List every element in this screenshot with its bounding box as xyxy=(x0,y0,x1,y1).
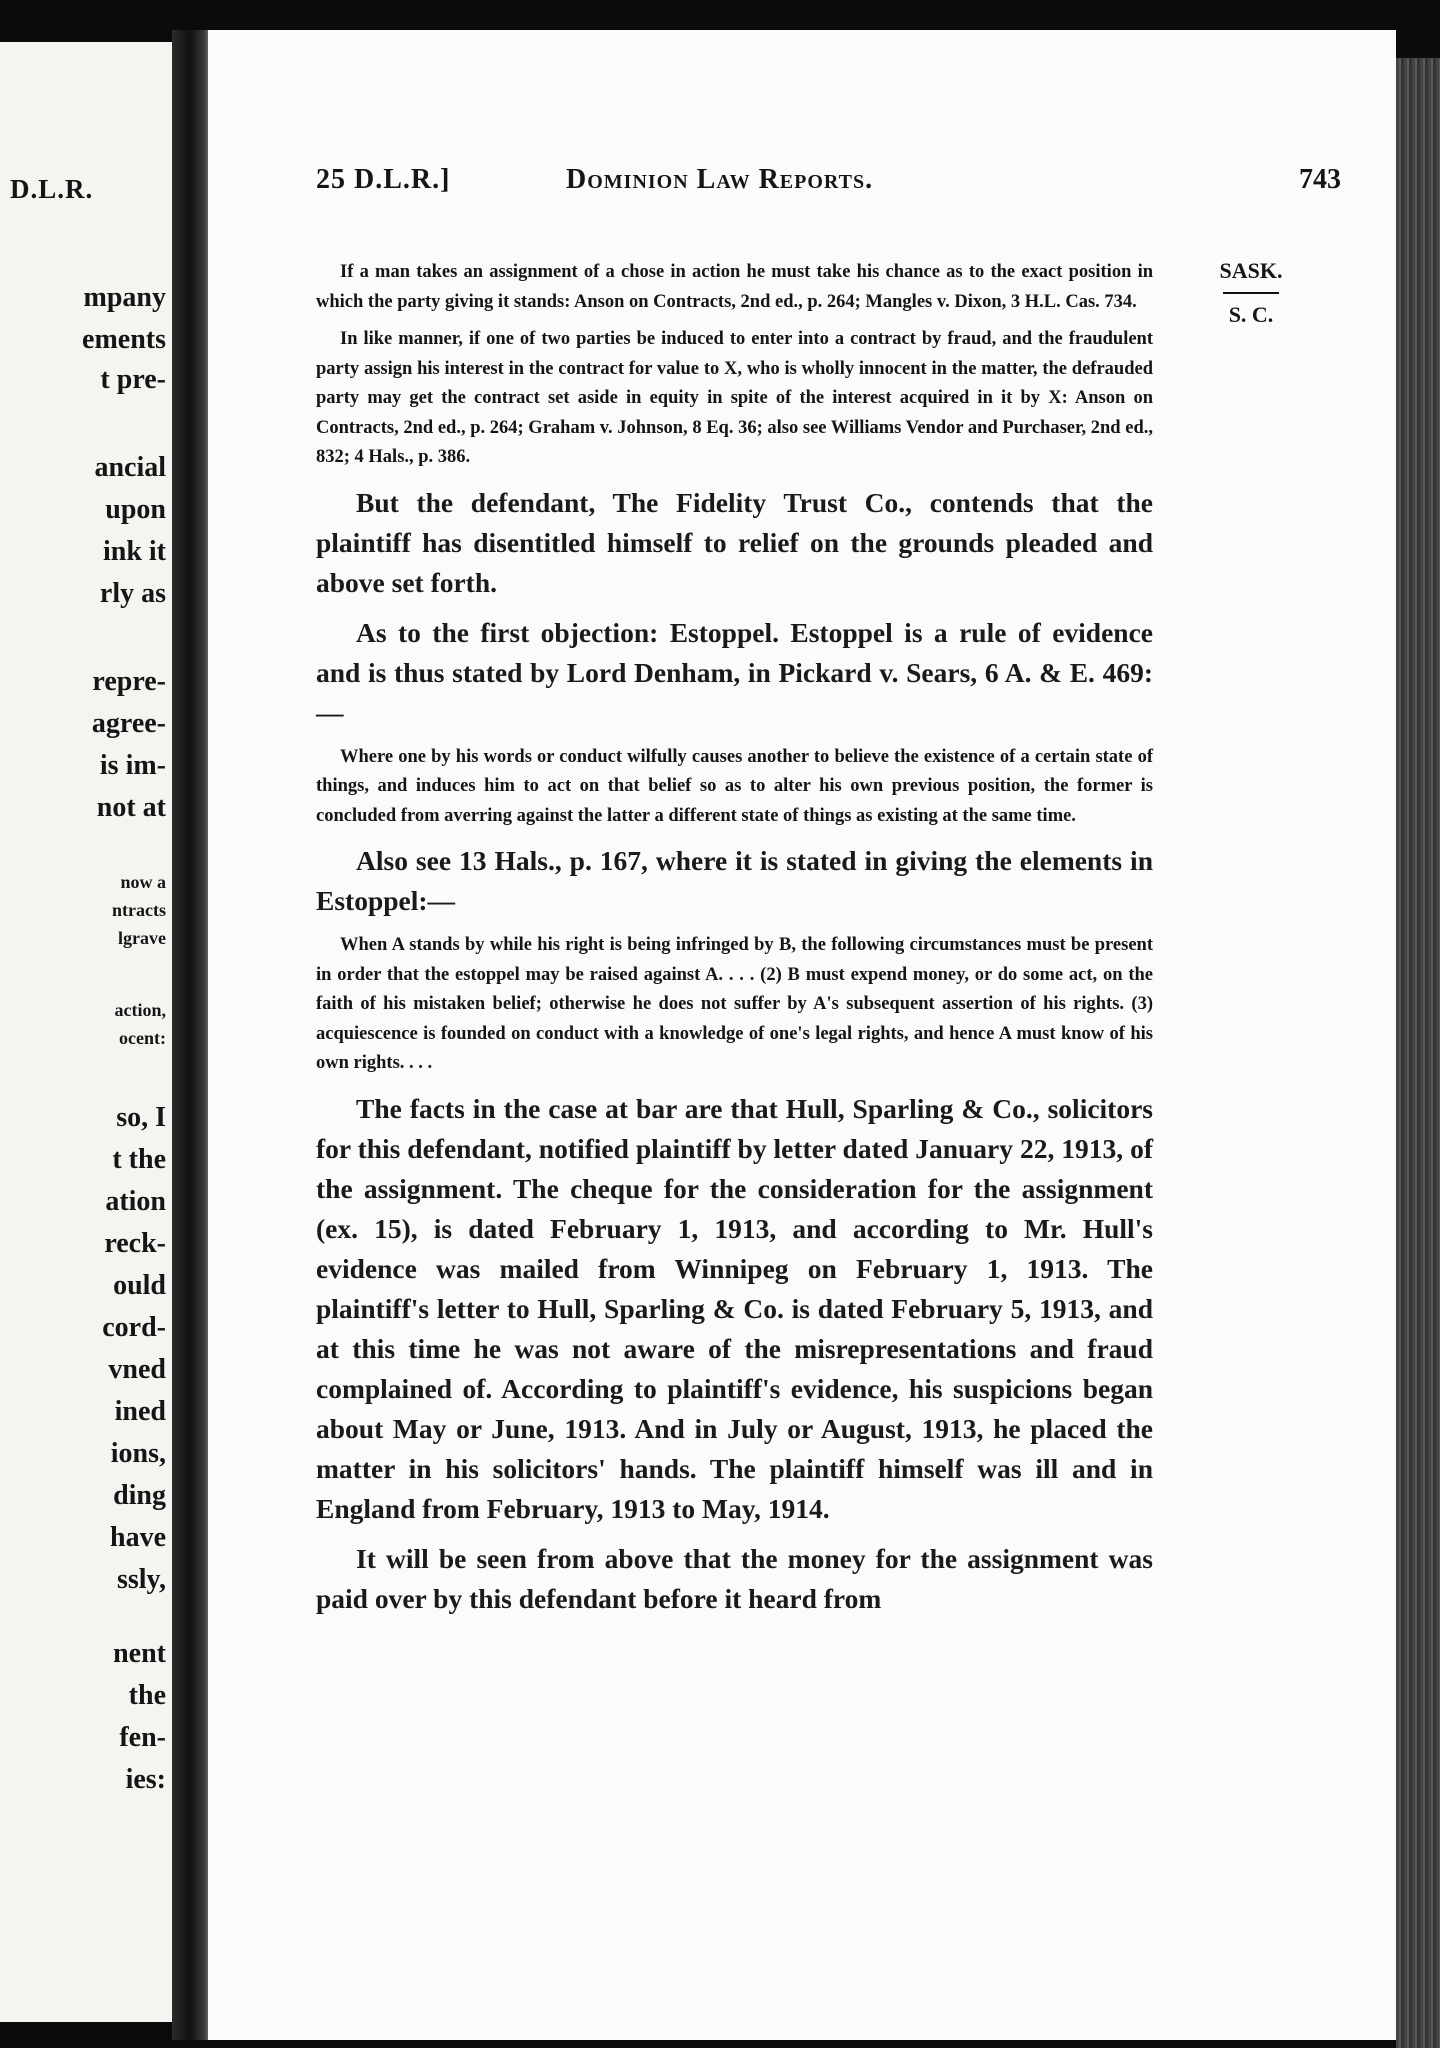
left-page-fragment: ink it xyxy=(102,536,166,567)
left-page-fragment: now a xyxy=(120,872,166,892)
left-page-header: D.L.R. xyxy=(10,174,94,204)
paragraph-quote: If a man takes an assignment of a chose in action he must take his chance as to the exact position in which the party giving it stands: Anson on Contracts, 2nd ed., p. 264; Mangles v. Dixon, 3 H.L. Cas. 734. xyxy=(316,262,1153,312)
page-body xyxy=(316,258,1153,1619)
paragraph-body: It will be seen from above that the money for the assignment was paid over by this defendant before it heard from xyxy=(316,1542,1153,1614)
paragraph-body: Also see 13 Hals., p. 167, where it is stated in giving the elements in Estoppel:— xyxy=(316,845,1153,916)
volume-ref: 25 D.L.R.] xyxy=(316,164,451,195)
page-stack-edge xyxy=(1396,58,1440,2048)
left-page-fragment: t the xyxy=(112,1144,166,1175)
left-page-fragment: action, xyxy=(114,1000,166,1020)
running-header xyxy=(316,164,1341,204)
page-number: 743 xyxy=(1299,164,1341,195)
left-page-fragment: so, I xyxy=(116,1102,166,1133)
left-page-fragment: ements xyxy=(82,324,166,355)
province-label: SASK. xyxy=(1219,258,1283,283)
left-page-fragment: ined xyxy=(114,1396,166,1427)
left-page-fragment: mpany xyxy=(83,282,166,313)
right-page xyxy=(208,30,1396,2040)
left-page-fragment: fen- xyxy=(119,1722,166,1753)
margin-rule xyxy=(1223,292,1279,294)
left-page xyxy=(0,42,172,2022)
left-page-fragment: ies: xyxy=(125,1764,166,1795)
left-page-fragment: ding xyxy=(113,1480,166,1511)
left-page-fragment: repre- xyxy=(92,666,166,697)
left-page-fragment: ation xyxy=(105,1186,166,1217)
left-page-fragment: lgrave xyxy=(118,928,166,948)
left-page-fragment: ntracts xyxy=(112,900,166,920)
left-page-fragment: ions, xyxy=(110,1438,166,1469)
left-page-fragment: vned xyxy=(108,1354,166,1385)
left-page-fragment: not at xyxy=(96,792,166,823)
left-page-fragment: the xyxy=(128,1680,166,1711)
left-page-fragment: ssly, xyxy=(116,1564,166,1595)
left-page-fragment: agree- xyxy=(91,708,166,739)
left-page-fragment: ould xyxy=(113,1270,166,1301)
paragraph-body: But the defendant, The Fidelity Trust Co., contends that the plaintiff has disentitled himself to relief on the grounds pleaded and above set forth. xyxy=(316,486,1153,598)
paragraph-quote: When A stands by while his right is being infringed by B, the following circumstances must be present in order that the estoppel may be raised against A. . . . (2) B must expend money, or do some act, on the faith of his mistaken belief; otherwise he does not suffer by A's subsequent assertion of his rights. (3) acquiescence is founded on conduct with a knowledge of one's legal rights, and hence A must know of his own rights. . . . xyxy=(316,935,1153,1073)
margin-note xyxy=(1206,258,1296,328)
left-page-fragment: is im- xyxy=(99,750,166,781)
paragraph-quote: Where one by his words or conduct wilfully causes another to believe the existence of a certain state of things, and induces him to act on that belief so as to alter his own previous position, the former is concluded from averring against the latter a different state of things as existing at the same time. xyxy=(316,746,1153,826)
left-page-fragment: nent xyxy=(113,1638,166,1669)
journal-title: Dominion Law Reports. xyxy=(566,164,874,195)
left-page-fragment: t pre- xyxy=(100,364,166,395)
paragraph-quote: In like manner, if one of two parties be induced to enter into a contract by fraud, and the fraudulent party assign his interest in the contract for value to X, who is wholly innocent in the matter, the defrauded party may get the contract set aside in equity in spite of the interest acquired in it by X: Anson on Contracts, 2nd ed., p. 264; Graham v. Johnson, 8 Eq. 36; also see Williams Vendor and Purchaser, 2nd ed., 832; 4 Hals., p. 386. xyxy=(316,329,1153,467)
left-page-fragment: cord- xyxy=(102,1312,166,1343)
court-label: S. C. xyxy=(1228,302,1274,327)
paragraph-body: The facts in the case at bar are that Hull, Sparling & Co., solicitors for this defendant, notified plaintiff by letter dated January 22, 1913, of the assignment. The cheque for the consideration for the assignment (ex. 15), is dated February 1, 1913, and according to Mr. Hull's evidence was mailed from Winnipeg on February 1, 1913. The plaintiff's letter to Hull, Sparling & Co. is dated February 5, 1913, and at this time he was not aware of the misrepresentations and fraud complained of. According to plaintiff's evidence, his suspicions began about May or June, 1913. And in July or August, 1913, he placed the matter in his solicitors' hands. The plaintiff himself was ill and in England from February, 1913 to May, 1914. xyxy=(316,1092,1153,1524)
left-page-fragment: have xyxy=(110,1522,166,1553)
left-page-fragment: reck- xyxy=(104,1228,166,1259)
paragraph-body: As to the first objection: Estoppel. Estoppel is a rule of evidence and is thus stated by Lord Denham, in Pickard v. Sears, 6 A. & E. 469:— xyxy=(316,616,1153,728)
left-page-fragment: ancial xyxy=(94,452,166,483)
left-page-fragment: rly as xyxy=(99,578,166,609)
left-page-fragment: upon xyxy=(105,494,166,525)
left-page-fragment: ocent: xyxy=(119,1028,166,1048)
